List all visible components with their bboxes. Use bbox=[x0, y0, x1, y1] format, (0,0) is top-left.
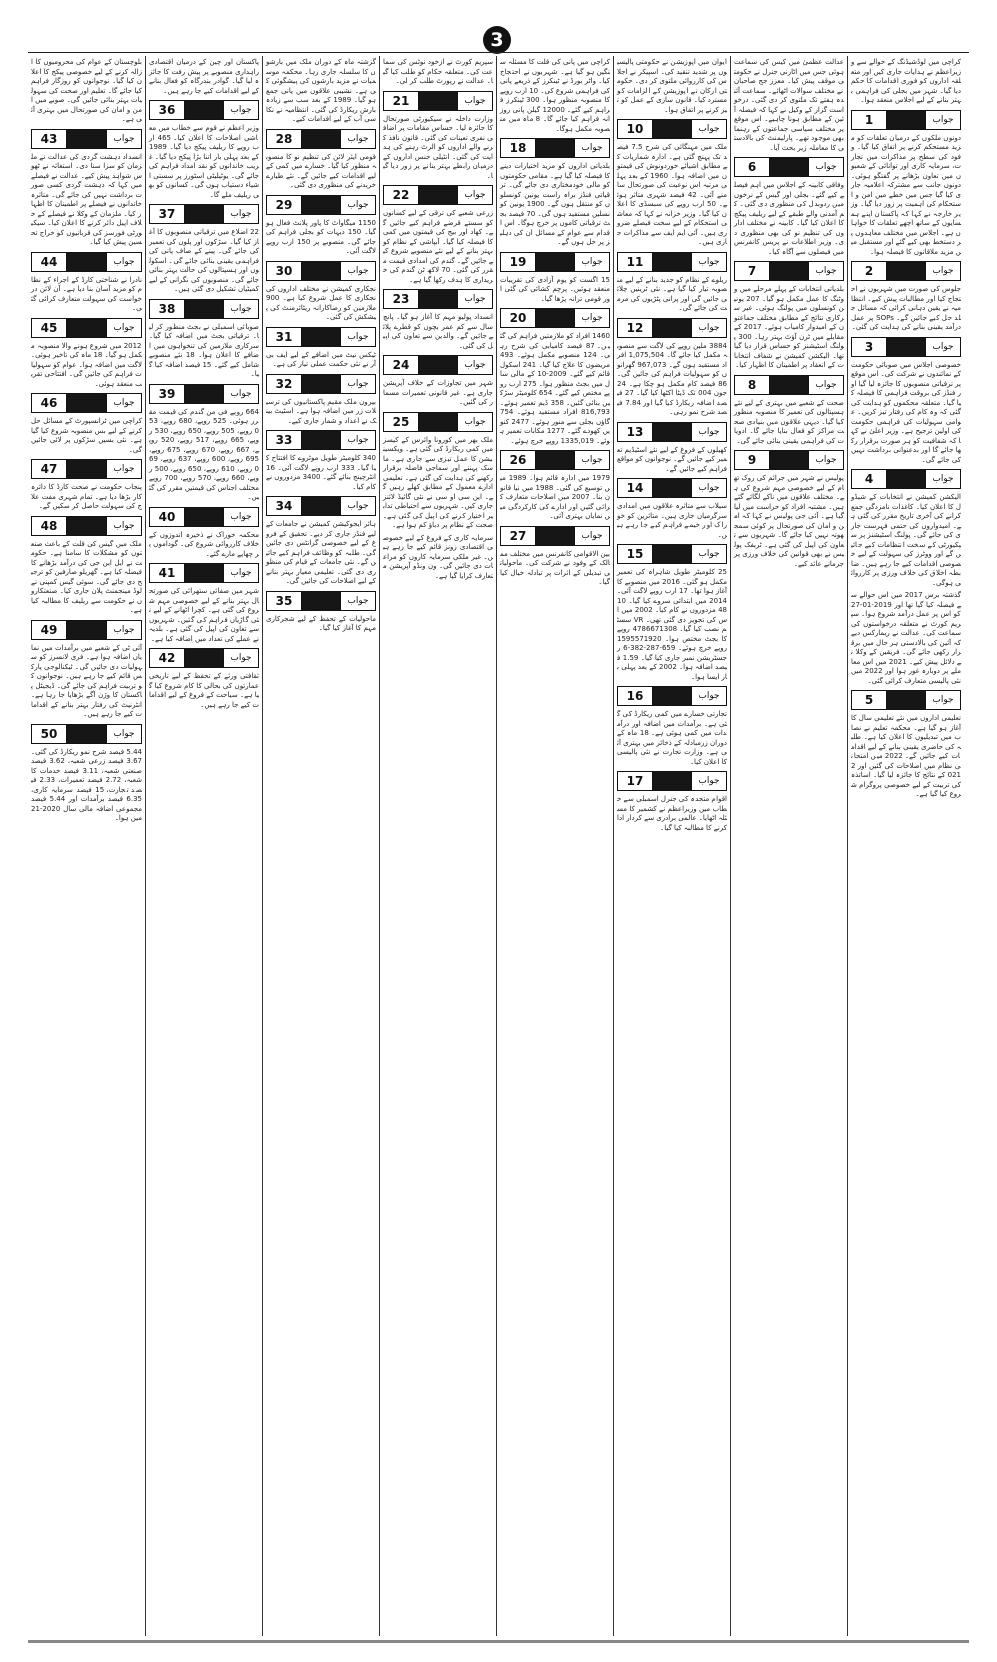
question-label: جواب bbox=[574, 309, 609, 327]
question-label: جواب bbox=[223, 564, 258, 582]
answer-text: وزارت داخلہ نے سیکیورٹی صورتحال کا جائزہ لیا۔ حساس مقامات پر اضافی نفری تعینات کی گئی۔ قانون نافذ کرنے والے اداروں کو الرٹ رہنے کی ہدایت کی گئی۔ انٹیلی جنس اداروں کے درمیان رابطے بہتر بنانے پر زور دیا گیا۔ bbox=[383, 114, 493, 180]
question-header bbox=[31, 252, 142, 272]
question-number: 30 bbox=[267, 262, 302, 280]
question-header bbox=[734, 261, 844, 281]
question-header bbox=[31, 393, 142, 413]
question-header bbox=[266, 195, 376, 215]
answer-text: ثقافتی ورثے کے تحفظ کے لیے تاریخی عمارتوں کی بحالی کا کام شروع کیا گیا ہے۔ سیاحت کے فروغ کے لیے اقدامات کیے جا رہے ہیں۔ bbox=[149, 672, 259, 709]
question-header bbox=[383, 355, 493, 375]
question-header bbox=[500, 252, 610, 272]
question-label: جواب bbox=[340, 328, 375, 346]
question-number: 23 bbox=[384, 290, 419, 308]
question-number: 42 bbox=[150, 649, 185, 667]
question-header bbox=[149, 507, 259, 527]
question-header bbox=[266, 430, 376, 450]
question-bar bbox=[536, 451, 574, 469]
question-bar bbox=[302, 375, 340, 393]
question-label: جواب bbox=[574, 527, 609, 545]
question-header bbox=[383, 91, 493, 111]
question-number: 32 bbox=[267, 375, 302, 393]
question-number: 3 bbox=[852, 338, 887, 356]
question-header bbox=[617, 478, 727, 498]
answer-text: انسداد دہشت گردی کی عدالت نے ملزمان کو سزا سنا دی۔ استغاثہ نے ٹھوس شواہد پیش کیے۔ عدالت نے فیصلے میں کہا کہ دہشت گردی کسی صورت برداشت نہیں کی جائے گی۔ متاثرہ خاندانوں نے فیصلے پر اطمینان کا اظہار کیا۔ ملزمان کے وکلا نے فیصلے کے خلاف اپیل دائر کرنے کا اعلان کیا۔ سیکیورٹی فورسز کی قربانیوں کو خراج تحسین پیش کیا گیا۔ bbox=[31, 152, 142, 246]
question-label: جواب bbox=[691, 772, 726, 790]
question-label: جواب bbox=[925, 470, 960, 488]
answer-text: وفاقی کابینہ کے اجلاس میں اہم فیصلے کیے گئے۔ بجلی اور گیس کے نرخوں میں ردوبدل کی منظوری دی گئی۔ کم آمدنی والے طبقے کے لیے ریلیف پیکج کا اعلان کیا گیا۔ کابینہ نے مختلف اداروں کی تنظیم نو کی بھی منظوری دی۔ وزیر اطلاعات نے پریس کانفرنس میں فیصلوں سے آگاہ کیا۔ bbox=[734, 181, 844, 256]
answer-text: جلوس کی صورت میں شہریوں نے احتجاج کیا اور مطالبات پیش کیے۔ انتظامیہ نے یقین دہانی کرائی کہ مسائل جلد حل کیے جائیں گے۔ SOPs پر عمل درآمد یقینی بنانے کی ہدایت کی گئی۔ bbox=[851, 285, 961, 331]
question-label: جواب bbox=[808, 262, 843, 280]
question-label: جواب bbox=[340, 196, 375, 214]
question-number: 34 bbox=[267, 497, 302, 515]
question-number: 17 bbox=[618, 772, 653, 790]
answer-text: 25 کلومیٹر طویل شاہراہ کی تعمیر مکمل ہو گئی۔ 2016 میں منصوبے کا آغاز ہوا تھا۔ 17 ارب روپے لاگت آئی۔ 2014 میں ابتدائی سروے کیا گیا۔ 1048 مزدوروں نے کام کیا۔ 2002 میں اس کی تجویز دی گئی تھی۔ VR سسٹم نصب کیا گیا۔ 4786671308 روپے کا بجٹ مختص ہوا۔ 1595571920 روپے خرچ ہوئے۔ 659-287-382-6 رجسٹریشن نمبر جاری کیا گیا۔ 1.59 فیصد اضافہ ہوا۔ 2002 کے بعد پہلی بار ایسا ہوا۔ bbox=[617, 568, 728, 681]
answer-text: تعلیمی اداروں میں نئے تعلیمی سال کا آغاز ہو گیا ہے۔ محکمہ تعلیم نے نصاب میں تبدیلیوں کا اعلان کیا ہے۔ طلبہ کی حاضری یقینی بنانے کے لیے اقدامات کیے جائیں گے۔ 2022 میں امتحانی نظام میں اصلاحات کی گئیں اور 2021 کے نتائج کا جائزہ لیا گیا۔ اساتذہ کی تربیت کے لیے خصوصی پروگرام شروع کیا گیا ہے۔ bbox=[851, 714, 961, 798]
question-bar bbox=[653, 479, 691, 497]
question-header bbox=[734, 375, 844, 395]
question-label: جواب bbox=[223, 101, 258, 119]
question-bar bbox=[653, 772, 691, 790]
answer-text: کراچی میں ٹرانسپورٹ کے مسائل حل کرنے کے لیے بس منصوبہ شروع کیا گیا ہے۔ نئی بسیں سڑکوں پر لائی جائیں گی۔ bbox=[31, 417, 142, 454]
question-number: 4 bbox=[852, 470, 887, 488]
answer-text: 1979 میں ادارہ قائم ہوا۔ 1989 میں توسیع کی گئی۔ 1988 میں نیا قانون بنا۔ 2007 میں اصلاحات متعارف کرائی گئیں اور ادارے کی کارکردگی میں نمایاں بہتری آئی۔ bbox=[500, 474, 610, 520]
question-bar bbox=[185, 300, 223, 318]
answer-text: صحت کے شعبے میں بہتری کے لیے نئے ہسپتالوں کی تعمیر کا منصوبہ منظور کیا گیا۔ دیہی علاقوں میں بنیادی صحت مراکز کو فعال بنایا جائے گا۔ ادویات کی فراہمی یقینی بنائی جائے گی۔ bbox=[734, 398, 844, 445]
question-number: 27 bbox=[501, 527, 536, 545]
question-label: جواب bbox=[106, 130, 141, 148]
answer-text: 1460 افراد کو ملازمتیں فراہم کی گئیں۔ 87 فیصد کامیابی کی شرح رہی۔ 124 منصوبے مکمل ہوئے۔ 493 مریضوں کا علاج کیا گیا۔ 241 اسکول قائم کیے گئے۔ 2009-10 کے مالی سال میں بجٹ منظور ہوا۔ 275 ارب روپے مختص کیے گئے۔ 654 کلومیٹر سڑکیں بنائی گئیں۔ 358 ڈیم تعمیر ہوئے۔ 816,793 افراد مستفید ہوئے۔ 754 گاؤں بجلی سے منور ہوئے۔ 2477 کنویں کھودے گئے۔ 1277 مکانات تعمیر ہوئے۔ 1335,019 روپے خرچ ہوئے۔ bbox=[500, 332, 611, 445]
question-label: جواب bbox=[223, 385, 258, 403]
question-number: 1 bbox=[852, 111, 887, 129]
question-number: 16 bbox=[618, 687, 653, 705]
question-header bbox=[851, 469, 961, 489]
question-header bbox=[149, 563, 259, 583]
question-header bbox=[851, 110, 961, 130]
page-number: 3 bbox=[483, 26, 511, 54]
answer-text: زرعی شعبے کی ترقی کے لیے کسانوں کو سستے قرضے فراہم کیے جائیں گے۔ کھاد اور بیج کی قیمتوں میں کمی کا فیصلہ کیا گیا۔ آبپاشی کے نظام کو بہتر بنانے کے لیے نئے منصوبے شروع کیے جائیں گے۔ گندم کی امدادی قیمت مقرر کی گئی۔ 70 لاکھ ٹن گندم کی خریداری کا ہدف رکھا گیا ہے۔ bbox=[383, 209, 493, 284]
answer-text: خصوصی اجلاس میں صوبائی حکومت کے نمائندوں نے شرکت کی۔ اس موقع پر ترقیاتی منصوبوں کا جائزہ لیا گیا اور فنڈز کی بروقت فراہمی کا فیصلہ کیا گیا۔ متعلقہ محکموں کو ہدایت کی گئی کہ وہ کام کی رفتار تیز کریں۔ عوامی سہولیات کی فراہمی حکومت کی اولین ترجیح ہے۔ وزیر اعلیٰ نے کہا کہ شفافیت کو ہر صورت برقرار رکھا جائے گا اور بدعنوانی برداشت نہیں کی جائے گی۔ bbox=[851, 360, 961, 464]
answer-text: نجکاری کمیشن نے مختلف اداروں کی نجکاری کا عمل شروع کیا ہے۔ 900 ملازمین کو رضاکارانہ ریٹائرمنٹ کی پیشکش کی گئی۔ bbox=[266, 284, 376, 321]
answer-text: کھیلوں کے فروغ کے لیے نئے اسٹیڈیم تعمیر کیے جائیں گے۔ نوجوانوں کو مواقع فراہم کیے جائیں گے۔ bbox=[617, 445, 727, 473]
question-number: 39 bbox=[150, 385, 185, 403]
question-header bbox=[266, 327, 376, 347]
answer-text: سپریم کورٹ نے ازخود نوٹس کی سماعت کی۔ متعلقہ حکام کو طلب کیا گیا۔ عدالت نے رپورٹ طلب کر لی۔ bbox=[383, 58, 493, 85]
question-header bbox=[266, 129, 376, 149]
question-header bbox=[383, 412, 493, 432]
answer-text: 664 روپے فی من گندم کی قیمت مقرر ہوئی۔ 525 روپے، 680 روپے، 530 روپے، 505 روپے، 650 روپے، 530 روپے، 665 روپے، 517 روپے، 520 روپے، 667 روپے، 670 روپے، 675 روپے، 695 روپے، 600 روپے، 637 روپے، 690 روپے، 610 روپے، 650 روپے، 500 روپے، 660 روپے، 570 روپے، 700 روپے مختلف اجناس کی قیمتیں مقرر کی گئیں۔ bbox=[149, 407, 260, 501]
question-number: 18 bbox=[501, 139, 536, 157]
question-number: 19 bbox=[501, 253, 536, 271]
question-bar bbox=[302, 196, 340, 214]
question-number: 31 bbox=[267, 328, 302, 346]
question-number: 36 bbox=[150, 101, 185, 119]
question-bar bbox=[419, 413, 457, 431]
answer-text: ماحولیات کے تحفظ کے لیے شجرکاری مہم کا آغاز کیا گیا۔ bbox=[266, 614, 376, 632]
question-bar bbox=[887, 470, 925, 488]
answer-text: صوبائی اسمبلی نے بجٹ منظور کر لیا۔ ترقیاتی بجٹ میں اضافہ کیا گیا۔ سرکاری ملازمین کی تنخواہوں میں اضافے کا اعلان ہوا۔ 18 نئے منصوبے شامل کیے گئے۔ 15 فیصد اضافہ کیا گیا۔ bbox=[149, 322, 260, 378]
newspaper-columns bbox=[28, 56, 973, 1636]
text-column bbox=[379, 56, 496, 1636]
question-bar bbox=[536, 253, 574, 271]
question-bar bbox=[419, 186, 457, 204]
question-header bbox=[31, 459, 142, 479]
answer-text: دونوں ملکوں کے درمیان تعلقات کو مزید مستحکم کرنے پر اتفاق کیا گیا۔ وفود کی سطح پر مذاکرات میں تجارت، سرمایہ کاری اور توانائی کے شعبوں میں تعاون بڑھانے پر گفتگو ہوئی۔ دونوں جانب سے مشترکہ اعلامیہ جاری کیا گیا جس میں خطے میں امن و استحکام کی اہمیت پر زور دیا گیا۔ وزیر خارجہ نے کہا کہ پاکستان اپنے ہمسایوں کے ساتھ اچھے تعلقات کا خواہاں ہے۔ اجلاس میں مختلف معاہدوں پر دستخط بھی کیے گئے اور مستقبل میں مزید ملاقاتوں کا فیصلہ ہوا۔ bbox=[851, 133, 961, 256]
question-bar bbox=[67, 394, 106, 412]
question-label: جواب bbox=[457, 290, 492, 308]
question-label: جواب bbox=[925, 691, 960, 709]
question-label: جواب bbox=[340, 130, 375, 148]
question-bar bbox=[770, 158, 808, 176]
question-header bbox=[500, 138, 610, 158]
question-header bbox=[149, 384, 259, 404]
question-bar bbox=[67, 725, 106, 743]
question-header bbox=[617, 119, 727, 139]
question-label: جواب bbox=[808, 451, 843, 469]
question-number: 13 bbox=[618, 423, 653, 441]
text-column bbox=[262, 56, 379, 1636]
answer-text: اقوام متحدہ کی جنرل اسمبلی سے خطاب میں وزیراعظم نے کشمیر کا مسئلہ اٹھایا۔ عالمی برادری سے کردار ادا کرنے کا مطالبہ کیا گیا۔ bbox=[617, 795, 727, 832]
question-bar bbox=[185, 205, 223, 223]
answer-text: بلدیاتی اداروں کو مزید اختیارات دینے کا فیصلہ کیا گیا ہے۔ مقامی حکومتوں کو مالی خودمختاری دی جائے گی۔ ترقیاتی فنڈز براہ راست یونین کونسلوں کو منتقل ہوں گے۔ 1900 یونین کونسلیں مستفید ہوں گی۔ 70 فیصد بجٹ ترقیاتی کاموں پر خرچ ہوگا۔ اس اقدام سے عوام کے مسائل ان کی دہلیز پر حل ہوں گے۔ bbox=[500, 162, 611, 246]
question-bar bbox=[419, 356, 457, 374]
question-header bbox=[617, 544, 727, 564]
answer-text: 5.44 فیصد شرح نمو ریکارڈ کی گئی۔ 3.67 فیصد زرعی شعبہ، 3.62 فیصد صنعتی شعبہ، 3.11 فیصد خدمات کا شعبہ، 2.72 فیصد تعمیرات، 2.33 فیصد تجارت، 15 فیصد سرمایہ کاری، 6.35 فیصد برآمدات اور 5.44 فیصد مجموعی اضافہ مالی سال 2020-21 میں ہوا۔ bbox=[31, 747, 142, 822]
question-label: جواب bbox=[106, 319, 141, 337]
answer-text: شہر میں تجاوزات کے خلاف آپریشن جاری ہے۔ غیر قانونی تعمیرات مسمار کی گئیں۔ bbox=[383, 379, 493, 406]
answer-text: شہر میں صفائی ستھرائی کی صورتحال بہتر بنانے کے لیے خصوصی مہم شروع کی گئی ہے۔ کچرا اٹھانے کے لیے نئی گاڑیاں فراہم کی گئیں۔ شہریوں سے تعاون کی اپیل کی گئی ہے۔ بلدیہ نے عملے کی تعداد میں اضافہ کیا ہے۔ bbox=[149, 587, 259, 643]
top-rule bbox=[28, 52, 969, 53]
answer-text: تجارتی خسارے میں کمی ریکارڈ کی گئی ہے۔ برآمدات میں اضافہ اور درآمدات میں کمی ہوئی ہے۔ 18 ماہ کے دوران زرمبادلہ کے ذخائر میں بہتری آئی ہے۔ وزارت تجارت نے نئی پالیسی کا اعلان کیا۔ bbox=[617, 710, 727, 766]
question-bar bbox=[770, 451, 808, 469]
answer-text: گذشتہ برس 2017 میں اس حوالے سے فیصلہ کیا گیا تھا اور 2019-01-27 کو اس پر عمل درآمد شروع ہوا۔ سپریم کورٹ نے متعلقہ درخواستوں کی سماعت کی۔ عدالت نے ریمارکس دیے کہ آئین کی بالادستی ہر حال میں برقرار رکھی جائے گی۔ فریقین کے وکلا نے دلائل پیش کیے۔ 2021 میں اس معاملے پر دوبارہ غور ہوا اور 2022 میں نئی پالیسی متعارف کرائی گئی۔ bbox=[851, 591, 961, 685]
question-number: 25 bbox=[384, 413, 419, 431]
question-number: 15 bbox=[618, 545, 653, 563]
answer-text: 15 اگست کو یوم آزادی کی تقریبات منعقد ہوئیں۔ پرچم کشائی کی گئی اور قومی ترانہ پڑھا گیا۔ bbox=[500, 275, 610, 303]
answer-text: بیرون ملک مقیم پاکستانیوں کی ترسیلات زر میں اضافہ ہوا ہے۔ اسٹیٹ بینک نے اعداد و شمار جاری کیے۔ bbox=[266, 397, 376, 425]
question-header bbox=[31, 318, 142, 338]
question-header bbox=[617, 771, 727, 791]
question-number: 22 bbox=[384, 186, 419, 204]
question-bar bbox=[536, 309, 574, 327]
text-column bbox=[496, 56, 613, 1636]
question-header bbox=[266, 261, 376, 281]
question-header bbox=[149, 648, 259, 668]
text-column bbox=[28, 56, 145, 1636]
answer-text: پولیس نے شہر میں جرائم کی روک تھام کے لیے خصوصی مہم شروع کی ہے۔ مختلف علاقوں میں ناکے لگائے گئے ہیں۔ مشتبہ افراد کو حراست میں لیا گیا ہے۔ آئی جی پولیس نے کہا کہ امن و امان کی صورتحال پر کوئی سمجھوتہ نہیں کیا جائے گا۔ شہریوں سے تعاون کی اپیل کی گئی ہے۔ ٹریفک پولیس نے بھی قوانین کی خلاف ورزی پر جرمانے عائد کیے۔ bbox=[734, 474, 844, 568]
question-bar bbox=[653, 253, 691, 271]
answer-text: گزشتہ ماہ کے دوران ملک میں بارشوں کا سلسلہ جاری رہا۔ محکمہ موسمیات نے مزید بارشوں کی پیشگوئی کی ہے۔ نشیبی علاقوں میں پانی جمع ہو گیا۔ 1989 کے بعد سب سے زیادہ بارش ریکارڈ کی گئی۔ انتظامیہ نے نکاسی آب کے لیے اقدامات کیے۔ bbox=[266, 58, 376, 123]
question-label: جواب bbox=[925, 262, 960, 280]
question-label: جواب bbox=[340, 592, 375, 610]
question-bar bbox=[67, 621, 106, 639]
question-label: جواب bbox=[691, 545, 726, 563]
question-bar bbox=[887, 111, 925, 129]
question-number: 46 bbox=[32, 394, 67, 412]
answer-text: ایوان میں اپوزیشن نے حکومتی پالیسیوں پر شدید تنقید کی۔ اسپیکر نے اجلاس کی کارروائی ملتوی کر دی۔ حکومتی ارکان نے اپوزیشن کے الزامات کو مسترد کیا۔ قانون سازی کے عمل کو تیز کرنے پر اتفاق ہوا۔ bbox=[617, 58, 727, 114]
answer-text: نادرا نے شناختی کارڈ کے اجراء کے نظام کو مزید آسان بنا دیا ہے۔ آن لائن درخواست کی سہولت متعارف کرائی گئی۔ bbox=[31, 275, 142, 312]
question-header bbox=[31, 516, 142, 536]
answer-text: بین الاقوامی کانفرنس میں مختلف ممالک کے وفود نے شرکت کی۔ ماحولیاتی تبدیلی کے اثرات پر تبادلہ خیال کیا گیا۔ bbox=[500, 549, 610, 586]
question-header bbox=[266, 591, 376, 611]
answer-text: وزیر اعظم نے قوم سے خطاب میں معاشی اصلاحات کا اعلان کیا۔ 465 ارب روپے کا ریلیف پیکج دیا گیا۔ 1989 کے بعد پہلی بار اتنا بڑا پیکج دیا گیا۔ غریب خاندانوں کو نقد امداد فراہم کی جائے گی۔ یوٹیلیٹی اسٹورز پر سستی اشیاء دستیاب ہوں گی۔ کسانوں کو بھی ریلیف ملے گا۔ bbox=[149, 124, 259, 199]
question-header bbox=[383, 185, 493, 205]
text-column bbox=[847, 56, 964, 1636]
question-number: 29 bbox=[267, 196, 302, 214]
question-header bbox=[31, 129, 142, 149]
question-number: 50 bbox=[32, 725, 67, 743]
question-bar bbox=[185, 564, 223, 582]
question-number: 28 bbox=[267, 130, 302, 148]
question-bar bbox=[302, 328, 340, 346]
question-label: جواب bbox=[691, 319, 726, 337]
question-header bbox=[851, 337, 961, 357]
question-label: جواب bbox=[223, 300, 258, 318]
question-label: جواب bbox=[106, 394, 141, 412]
question-header bbox=[617, 422, 727, 442]
question-number: 11 bbox=[618, 253, 653, 271]
question-header bbox=[500, 450, 610, 470]
text-column bbox=[730, 56, 847, 1636]
answer-text: ریلوے کے نظام کو جدید بنانے کے لیے منصوبہ تیار کیا گیا ہے۔ نئی ٹرینیں چلائی جائیں گی اور پرانی پٹڑیوں کی مرمت کی جائے گی۔ bbox=[617, 275, 727, 312]
question-bar bbox=[653, 687, 691, 705]
question-label: جواب bbox=[457, 186, 492, 204]
question-number: 33 bbox=[267, 431, 302, 449]
question-label: جواب bbox=[340, 375, 375, 393]
question-header bbox=[383, 289, 493, 309]
question-label: جواب bbox=[457, 413, 492, 431]
question-number: 24 bbox=[384, 356, 419, 374]
question-bar bbox=[653, 423, 691, 441]
question-header bbox=[617, 318, 727, 338]
question-number: 43 bbox=[32, 130, 67, 148]
question-label: جواب bbox=[457, 356, 492, 374]
question-bar bbox=[302, 497, 340, 515]
question-bar bbox=[770, 376, 808, 394]
question-header bbox=[500, 308, 610, 328]
question-label: جواب bbox=[574, 451, 609, 469]
question-bar bbox=[419, 92, 457, 110]
answer-text: پنجاب حکومت نے صحت کارڈ کا دائرہ کار بڑھا دیا ہے۔ تمام شہری مفت علاج کی سہولت حاصل کر سکیں گے۔ bbox=[31, 483, 142, 510]
question-header bbox=[149, 100, 259, 120]
question-number: 38 bbox=[150, 300, 185, 318]
question-number: 10 bbox=[618, 120, 653, 138]
question-header bbox=[851, 261, 961, 281]
question-label: جواب bbox=[808, 158, 843, 176]
question-header bbox=[500, 526, 610, 546]
question-number: 14 bbox=[618, 479, 653, 497]
answer-text: عدالت عظمیٰ میں کیس کی سماعت ہوئی جس میں اٹارنی جنرل نے حکومتی موقف پیش کیا۔ معزز جج صاحبان نے مختلف سوالات اٹھائے۔ سماعت آئندہ ہفتے تک ملتوی کر دی گئی۔ درخواست گزار کے وکیل نے کہا کہ فیصلہ آئین کے مطابق ہونا چاہیے۔ اس موقع پر مختلف سیاسی جماعتوں کے رہنما بھی موجود تھے۔ پارلیمنٹ کی بالادستی کا معاملہ زیر بحث آیا۔ bbox=[734, 58, 844, 152]
bottom-rule bbox=[28, 1640, 969, 1643]
question-bar bbox=[887, 691, 925, 709]
question-number: 7 bbox=[735, 262, 770, 280]
question-number: 49 bbox=[32, 621, 67, 639]
question-label: جواب bbox=[691, 479, 726, 497]
question-bar bbox=[536, 139, 574, 157]
question-label: جواب bbox=[106, 253, 141, 271]
answer-text: پاکستان اور چین کے درمیان اقتصادی راہداری منصوبے پر پیش رفت کا جائزہ لیا گیا۔ گوادر بندرگاہ کو فعال بنانے کے لیے اقدامات کیے جا رہے ہیں۔ bbox=[149, 58, 259, 95]
question-header bbox=[734, 157, 844, 177]
question-number: 21 bbox=[384, 92, 419, 110]
question-number: 40 bbox=[150, 508, 185, 526]
question-label: جواب bbox=[691, 687, 726, 705]
question-label: جواب bbox=[223, 205, 258, 223]
answer-text: ملک بھر میں کورونا وائرس کے کیسز میں کمی ریکارڈ کی گئی ہے۔ ویکسینیشن کا عمل تیزی سے جاری ہے۔ ماسک پہننے اور سماجی فاصلہ برقرار رکھنے کی ہدایت کی گئی ہے۔ تعلیمی ادارے معمول کے مطابق کھلے رہیں گے۔ این سی او سی نے نئی گائیڈ لائنز جاری کیں۔ شہریوں سے احتیاطی تدابیر اختیار کرنے کی اپیل کی گئی ہے۔ صحت کے نظام پر دباؤ کم ہوا ہے۔ bbox=[383, 435, 493, 529]
question-number: 2 bbox=[852, 262, 887, 280]
answer-text: الیکشن کمیشن نے انتخابات کے شیڈول کا اعلان کیا۔ کاغذات نامزدگی جمع کرانے کی آخری تاریخ مقرر کی گئی ہے۔ امیدواروں کی حتمی فہرست جاری کی جائے گی۔ پولنگ اسٹیشنز پر سیکیورٹی کے سخت انتظامات کیے جائیں گے اور ووٹرز کی سہولت کے لیے خصوصی اقدامات کیے جا رہے ہیں۔ ضابطہ اخلاق کی خلاف ورزی پر کارروائی ہوگی۔ bbox=[851, 493, 961, 587]
answer-text: ہائر ایجوکیشن کمیشن نے جامعات کے لیے فنڈز جاری کر دیے۔ تحقیق کے فروغ کے لیے خصوصی گرانٹس دی جائیں گی۔ طلبہ کو وظائف فراہم کیے جائیں گے۔ نئی جامعات کے قیام کی منظوری دی گئی۔ تعلیمی معیار بہتر بنانے کے لیے اصلاحات کی جائیں گی۔ bbox=[266, 520, 376, 585]
answer-text: 22 اضلاع میں ترقیاتی منصوبوں کا آغاز کیا گیا۔ سڑکوں اور پلوں کی تعمیر کی جائے گی۔ پینے کے صاف پانی کی فراہمی یقینی بنائی جائے گی۔ اسکولوں اور ہسپتالوں کی حالت بہتر بنائی جائے گی۔ منصوبوں کی نگرانی کے لیے کمیٹیاں تشکیل دی گئی ہیں۔ bbox=[149, 228, 259, 293]
answer-text: محکمہ خوراک نے ذخیرہ اندوزوں کے خلاف کارروائی شروع کی۔ گوداموں پر چھاپے مارے گئے۔ bbox=[149, 530, 259, 558]
question-label: جواب bbox=[106, 621, 141, 639]
answer-text: 1150 میگاواٹ کا پاور پلانٹ فعال ہو گیا۔ 150 دیہات کو بجلی فراہم کی جائے گی۔ منصوبے پر 150 ارب روپے لاگت آئی۔ bbox=[266, 218, 376, 255]
question-bar bbox=[419, 290, 457, 308]
question-header bbox=[149, 204, 259, 224]
question-label: جواب bbox=[106, 517, 141, 535]
question-bar bbox=[185, 508, 223, 526]
question-bar bbox=[653, 319, 691, 337]
question-bar bbox=[302, 592, 340, 610]
question-label: جواب bbox=[457, 92, 492, 110]
question-bar bbox=[770, 262, 808, 280]
question-number: 5 bbox=[852, 691, 887, 709]
question-label: جواب bbox=[691, 253, 726, 271]
question-label: جواب bbox=[691, 120, 726, 138]
answer-text: آئی ٹی کے شعبے میں برآمدات میں نمایاں اضافہ ہوا ہے۔ فری لانسرز کو سہولیات دی جائیں گی۔ ٹیکنالوجی پارکس قائم کیے جا رہے ہیں۔ نوجوانوں کو تربیت فراہم کی جائے گی۔ ڈیجیٹل پاکستان کا وژن آگے بڑھایا جا رہا ہے۔ انٹرنیٹ کی رفتار بہتر بنانے کے اقدامات کیے جا رہے ہیں۔ bbox=[31, 643, 142, 718]
question-label: جواب bbox=[691, 423, 726, 441]
question-bar bbox=[536, 527, 574, 545]
question-bar bbox=[67, 517, 106, 535]
answer-text: 3884 ملین روپے کی لاگت سے منصوبہ مکمل کیا جائے گا۔ 1,075,504 افراد مستفید ہوں گے۔ 967,073 گھرانوں کو سہولیات فراہم کی جائیں گی۔ 86 فیصد کام مکمل ہو چکا ہے۔ 24 جون 004 تک ڈیٹا اکٹھا کیا گیا۔ 27 فیصد اضافہ ریکارڈ کیا گیا اور 7.84 فیصد شرح نمو رہی۔ bbox=[617, 341, 728, 416]
question-bar bbox=[67, 319, 106, 337]
question-number: 47 bbox=[32, 460, 67, 478]
text-column bbox=[145, 56, 262, 1636]
question-number: 8 bbox=[735, 376, 770, 394]
question-label: جواب bbox=[808, 376, 843, 394]
answer-text: قومی ایئر لائن کی تنظیم نو کا منصوبہ منظور کیا گیا۔ خسارے میں کمی کے لیے اقدامات کیے جائیں گے۔ نئے طیارے خریدنے کی منظوری دی گئی۔ bbox=[266, 152, 376, 189]
question-number: 20 bbox=[501, 309, 536, 327]
answer-text: کراچی میں پانی کی قلت کا مسئلہ سنگین ہو گیا ہے۔ شہریوں نے احتجاج کیا۔ واٹر بورڈ نے ٹینکرز کے ذریعے پانی کی فراہمی شروع کی۔ 10 ارب روپے کا منصوبہ منظور ہوا۔ 300 ٹینکرز فراہم کیے گئے۔ 12000 گیلن پانی روزانہ فراہم کیا جائے گا۔ 8 ماہ میں منصوبہ مکمل ہوگا۔ bbox=[500, 58, 610, 133]
question-header bbox=[149, 299, 259, 319]
answer-text: بلدیاتی انتخابات کے پہلے مرحلے میں ووٹنگ کا عمل مکمل ہو گیا۔ 207 یونین کونسلوں میں پولنگ ہوئی۔ غیر سرکاری نتائج کے مطابق مختلف جماعتوں کے امیدوار کامیاب ہوئے۔ 2017 کے مقابلے میں ٹرن آؤٹ بہتر رہا۔ 300 پولنگ اسٹیشنز کو حساس قرار دیا گیا تھا۔ الیکشن کمیشن نے شفاف انتخابات کے انعقاد پر اطمینان کا اظہار کیا۔ bbox=[734, 285, 844, 369]
question-number: 6 bbox=[735, 158, 770, 176]
question-label: جواب bbox=[106, 725, 141, 743]
question-bar bbox=[653, 545, 691, 563]
question-number: 35 bbox=[267, 592, 302, 610]
answer-text: ملک میں مہنگائی کی شرح 7.5 فیصد تک پہنچ گئی ہے۔ ادارہ شماریات کے مطابق اشیائے خوردونوش کی قیمتوں میں اضافہ ہوا۔ 1960 کے بعد پہلی مرتبہ اس نوعیت کی صورتحال سامنے آئی۔ 42 فیصد شہری متاثر ہوئے۔ 50 ارب روپے کی سبسڈی کا اعلان کیا گیا۔ وزیر خزانہ نے کہا کہ معاشی استحکام کے لیے سخت فیصلے ضروری ہیں۔ آئی ایم ایف سے مذاکرات جاری ہیں۔ bbox=[617, 143, 728, 246]
question-bar bbox=[185, 649, 223, 667]
answer-text: بلوچستان کے عوام کی محرومیوں کا ازالہ کرنے کے لیے خصوصی پیکج کا اعلان کیا گیا۔ نوجوانوں کو روزگار فراہم کیا جائے گا۔ تعلیم اور صحت کی سہولیات بہتر بنائی جائیں گی۔ صوبے میں امن و امان کی صورتحال میں بہتری آئی ہے۔ bbox=[31, 58, 142, 123]
question-label: جواب bbox=[574, 139, 609, 157]
answer-text: انسداد پولیو مہم کا آغاز ہو گیا۔ پانچ سال سے کم عمر بچوں کو قطرے پلائے جائیں گے۔ والدین سے تعاون کی اپیل کی گئی۔ bbox=[383, 313, 493, 350]
question-number: 41 bbox=[150, 564, 185, 582]
answer-text: کراچی میں لوڈشیڈنگ کے حوالے سے وزیراعظم نے ہدایات جاری کیں اور متعلقہ اداروں کو فوری اقدامات کا حکم دیا گیا۔ شہر میں بجلی کی فراہمی بہتر بنانے کے لیے اجلاس منعقد ہوا۔ bbox=[851, 58, 961, 104]
question-header bbox=[617, 686, 727, 706]
question-label: جواب bbox=[106, 460, 141, 478]
question-number: 37 bbox=[150, 205, 185, 223]
question-header bbox=[734, 450, 844, 470]
question-bar bbox=[302, 262, 340, 280]
question-number: 45 bbox=[32, 319, 67, 337]
question-bar bbox=[302, 431, 340, 449]
question-bar bbox=[302, 130, 340, 148]
question-bar bbox=[67, 130, 106, 148]
question-number: 12 bbox=[618, 319, 653, 337]
question-label: جواب bbox=[574, 253, 609, 271]
question-label: جواب bbox=[340, 497, 375, 515]
question-number: 44 bbox=[32, 253, 67, 271]
question-bar bbox=[185, 101, 223, 119]
question-header bbox=[31, 620, 142, 640]
question-bar bbox=[653, 120, 691, 138]
question-label: جواب bbox=[223, 508, 258, 526]
question-bar bbox=[887, 262, 925, 280]
text-column bbox=[613, 56, 730, 1636]
question-bar bbox=[185, 385, 223, 403]
question-number: 48 bbox=[32, 517, 67, 535]
answer-text: سیلاب سے متاثرہ علاقوں میں امدادی سرگرمیاں جاری ہیں۔ متاثرین کو خوراک اور خیمے فراہم کیے جا رہے ہیں۔ bbox=[617, 502, 727, 539]
answer-text: 340 کلومیٹر طویل موٹروے کا افتتاح کیا گیا۔ 333 ارب روپے لاگت آئی۔ 16 انٹرچینج بنائے گئے۔ 3400 مزدوروں نے کام کیا۔ bbox=[266, 454, 376, 491]
question-label: جواب bbox=[925, 111, 960, 129]
question-bar bbox=[887, 338, 925, 356]
question-label: جواب bbox=[340, 431, 375, 449]
question-header bbox=[31, 724, 142, 744]
answer-text: ٹیکس نیٹ میں اضافے کے لیے ایف بی آر نے نئی حکمت عملی تیار کی ہے۔ bbox=[266, 350, 376, 368]
question-header bbox=[266, 496, 376, 516]
answer-text: ملک میں گیس کی قلت کے باعث صنعتوں کو مشکلات کا سامنا ہے۔ حکومت نے ایل این جی کی درآمد بڑھانے کا فیصلہ کیا ہے۔ گھریلو صارفین کو ترجیح دی جائے گی۔ سوئی گیس کمپنی نے لوڈ مینجمنٹ پلان جاری کیا۔ صنعتکاروں نے حکومت سے ریلیف کا مطالبہ کیا ہے۔ bbox=[31, 539, 142, 614]
question-header bbox=[266, 374, 376, 394]
question-label: جواب bbox=[340, 262, 375, 280]
question-number: 9 bbox=[735, 451, 770, 469]
question-label: جواب bbox=[223, 649, 258, 667]
question-number: 26 bbox=[501, 451, 536, 469]
answer-text: 2012 میں شروع ہونے والا منصوبہ مکمل ہو گیا۔ 18 ماہ کی تاخیر ہوئی۔ لاگت میں اضافہ ہوا۔ عوام کو سہولیات فراہم کی جائیں گی۔ افتتاحی تقریب منعقد ہوئی۔ bbox=[31, 341, 142, 388]
question-header bbox=[851, 690, 961, 710]
question-header bbox=[617, 252, 727, 272]
question-bar bbox=[67, 253, 106, 271]
question-bar bbox=[67, 460, 106, 478]
question-label: جواب bbox=[925, 338, 960, 356]
answer-text: سرمایہ کاری کے فروغ کے لیے خصوصی اقتصادی زونز قائم کیے جا رہے ہیں۔ غیر ملکی سرمایہ کاروں کو مراعات دی جائیں گی۔ ون ونڈو آپریشن متعارف کرایا گیا ہے۔ bbox=[383, 533, 493, 580]
